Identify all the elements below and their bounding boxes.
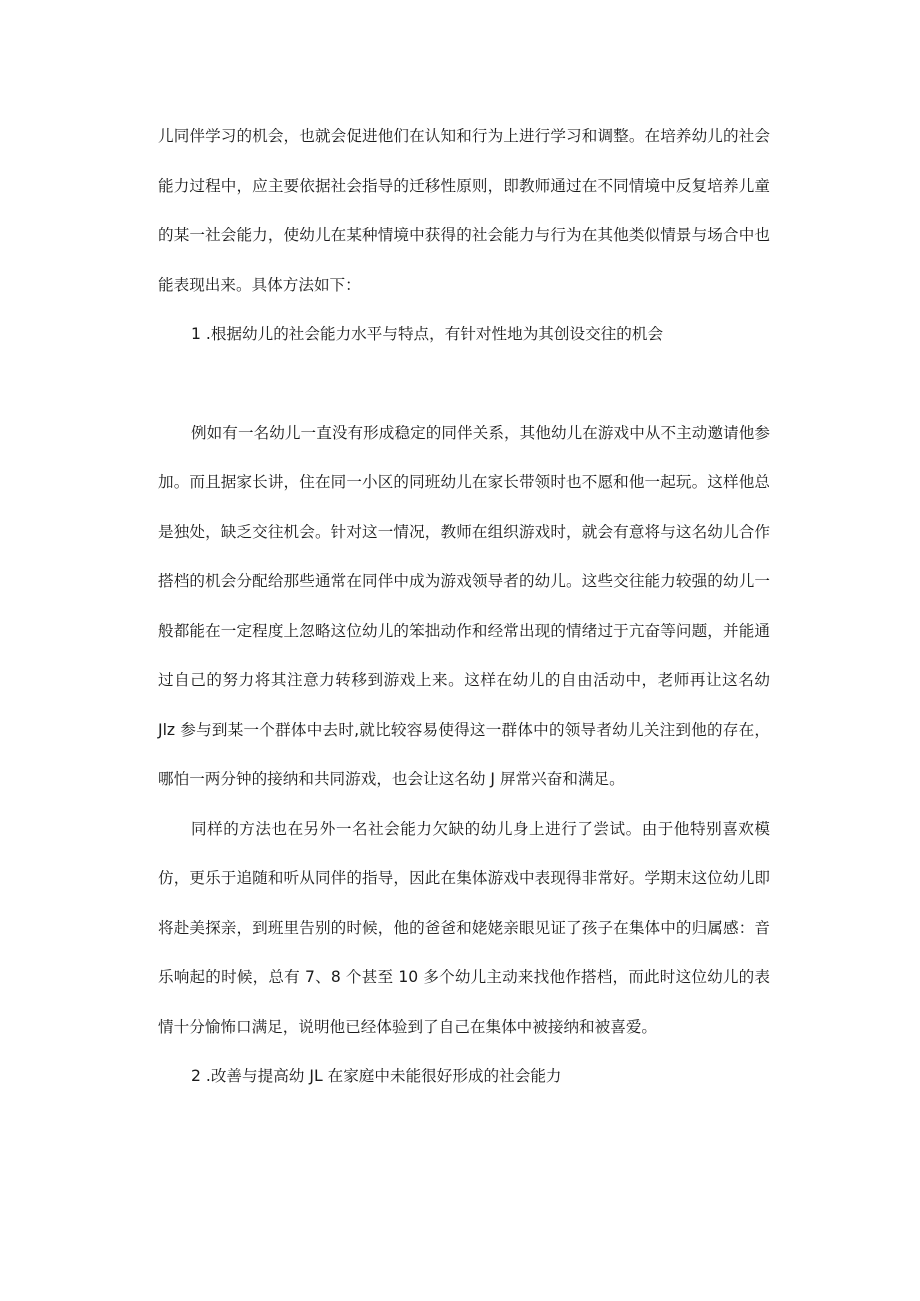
paragraph-example-2: 同样的方法也在另外一名社会能力欠缺的幼儿身上进行了尝试。由于他特别喜欢模仿，更乐于追随和听从同伴的指导，因此在集体游戏中表现得非常好。学期末这位幼儿即将赴美探亲，到班里告别的时候，他的爸爸和姥姥亲眼见证了孩子在集体中的归属感：音乐响起的时候，总有 7、8 个甚至 10 多个幼儿主动来找他作搭档，而此时这位幼儿的表情十分愉怖口满足，说明他已经体验到了自己在集体中被接纳和被喜爱。 <box>158 819 770 1036</box>
paragraph-example-1: 例如有一名幼儿一直没有形成稳定的同伴关系，其他幼儿在游戏中从不主动邀请他参加。而且据家长讲，住在同一小区的同班幼儿在家长带领时也不愿和他一起玩。这样他总是独处，缺乏交往机会。针对这一情况，教师在组织游戏时，就会有意将与这名幼儿合作搭档的机会分配给那些通常在同伴中成为游戏领导者的幼儿。这些交往能力较强的幼儿一般都能在一定程度上忽略这位幼儿的笨拙动作和经常出现的情绪过于亢奋等问题，并能通过自己的努力将其注意力转移到游戏上来。这样在幼儿的自由活动中，老师再让这名幼 Jlz 参与到某一个群体中去时,就比较容易使得这一群体中的领导者幼儿关注到他的存在，哪怕一两分钟的接纳和共同游戏，也会让这名幼 J 屏常兴奋和满足。 <box>158 423 770 788</box>
document-body <box>158 112 770 1102</box>
paragraph-continuation: 儿同伴学习的机会，也就会促进他们在认知和行为上进行学习和调整。在培养幼儿的社会能力过程中，应主要依据社会指导的迁移性原则，即教师通过在不同情境中反复培养儿童的某一社会能力，使幼儿在某种情境中获得的社会能力与行为在其他类似情景与场合中也能表现出来。具体方法如下： <box>158 127 770 294</box>
section-heading-2: 2 .改善与提高幼 JL 在家庭中未能很好形成的社会能力 <box>191 1067 562 1085</box>
section-heading-1: 1 .根据幼儿的社会能力水平与特点，有针对性地为其创设交往的机会 <box>191 325 664 343</box>
